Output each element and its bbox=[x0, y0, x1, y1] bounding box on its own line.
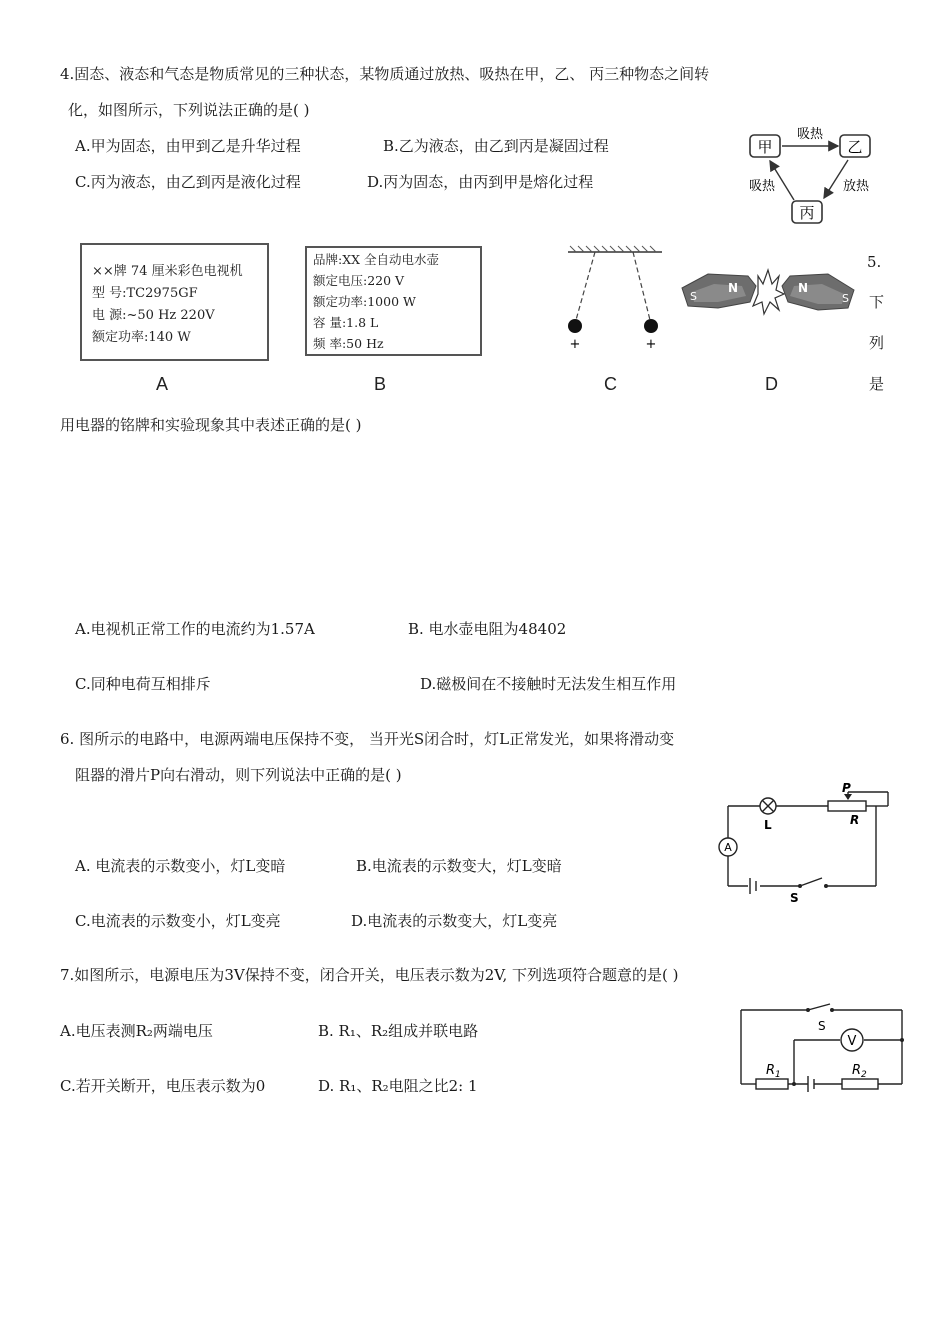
kettle-line-4: 容 量:1.8 L bbox=[313, 315, 379, 330]
tv-line-1: ××牌 74 厘米彩色电视机 bbox=[92, 264, 243, 279]
q4-stem-line1: 4.固态、液态和气态是物质常见的三种状态，某物质通过放热、吸热在甲，乙、 丙三种物态之间转 bbox=[60, 65, 710, 83]
label-absorb-left: 吸热 bbox=[748, 179, 776, 194]
q5-side-char-3: 是 bbox=[869, 375, 885, 393]
q6-stem-line1: 6. 图所示的电路中，电源两端电压保持不变， 当开光S闭合时，灯L正常发光，如果将滑动变 bbox=[60, 730, 675, 748]
pole-1: S bbox=[690, 290, 697, 303]
state-jia: 甲 bbox=[757, 138, 773, 156]
q6-option-b: B.电流表的示数变大，灯L变暗 bbox=[356, 857, 562, 875]
q4-option-a: A.甲为固态，由甲到乙是升华过程 bbox=[75, 137, 301, 155]
fig-caption-a: A bbox=[156, 374, 169, 394]
q7-option-c: C.若开关断开，电压表示数为0 bbox=[60, 1077, 266, 1095]
q6-circuit-diagram bbox=[716, 781, 896, 906]
pole-4: S bbox=[842, 292, 849, 305]
tv-line-3: 电 源:~50 Hz 220V bbox=[92, 308, 215, 323]
pole-3: N bbox=[798, 281, 809, 295]
kettle-line-2: 额定电压:220 V bbox=[313, 273, 405, 288]
state-bing: 丙 bbox=[799, 204, 815, 222]
tv-line-2: 型 号:TC2975GF bbox=[92, 286, 198, 301]
label-release-right: 放热 bbox=[842, 179, 870, 194]
q7-option-b: B. R₁、R₂组成并联电路 bbox=[318, 1022, 479, 1040]
q5-option-b: B. 电水壶电阻为48402 bbox=[408, 620, 567, 638]
r1-label: $R_1$ bbox=[766, 1063, 781, 1080]
rheostat-r-label: R bbox=[850, 813, 860, 827]
magnets-figure bbox=[678, 262, 858, 322]
q7-circuit-diagram bbox=[736, 998, 908, 1094]
q5-option-c: C.同种电荷互相排斥 bbox=[75, 675, 211, 693]
fig-caption-b: B bbox=[374, 374, 387, 394]
q7-option-a: A.电压表测R₂两端电压 bbox=[60, 1022, 213, 1040]
q5-stem: 用电器的铭牌和实验现象其中表述正确的是( ) bbox=[60, 416, 362, 434]
ammeter-label: A bbox=[724, 841, 732, 854]
kettle-line-1: 品牌:XX 全自动电水壶 bbox=[313, 252, 439, 267]
voltmeter-label: V bbox=[847, 1034, 857, 1049]
q5-number: 5. bbox=[867, 253, 882, 271]
tv-line-4: 额定功率:140 W bbox=[92, 330, 191, 345]
q5-side-char-2: 列 bbox=[869, 334, 885, 352]
charged-balls-figure bbox=[560, 244, 670, 354]
kettle-line-5: 频 率:50 Hz bbox=[313, 336, 384, 351]
charge-right: + bbox=[645, 337, 657, 352]
q5-side-char-1: 下 bbox=[869, 293, 885, 311]
r2-label: $R_2$ bbox=[852, 1063, 867, 1080]
state-yi: 乙 bbox=[847, 138, 863, 156]
q4-option-b: B.乙为液态，由乙到丙是凝固过程 bbox=[383, 137, 609, 155]
q6-option-a: A. 电流表的示数变小，灯L变暗 bbox=[75, 857, 286, 875]
fig-caption-d: D bbox=[765, 374, 778, 394]
q4-option-d: D.丙为固态，由丙到甲是熔化过程 bbox=[367, 173, 594, 191]
state-change-diagram bbox=[740, 124, 880, 230]
q7-stem: 7.如图所示，电源电压为3V保持不变，闭合开关，电压表示数为2V, 下列选项符合题意的是( ) bbox=[60, 966, 679, 984]
slider-p-label: P bbox=[842, 781, 851, 795]
q6-stem-line2: 阻器的滑片P向右滑动，则下列说法中正确的是( ) bbox=[75, 766, 402, 784]
pole-2: N bbox=[728, 281, 739, 295]
q7-switch-s-label: S bbox=[818, 1019, 826, 1033]
kettle-nameplate bbox=[305, 246, 482, 356]
label-absorb-top: 吸热 bbox=[796, 127, 824, 142]
charge-left: + bbox=[569, 337, 581, 352]
lamp-l-label: L bbox=[764, 818, 772, 832]
q4-stem-line2: 化，如图所示，下列说法正确的是( ) bbox=[68, 101, 310, 119]
q7-option-d: D. R₁、R₂电阻之比2: 1 bbox=[318, 1077, 478, 1095]
q5-option-d: D.磁极间在不接触时无法发生相互作用 bbox=[420, 675, 677, 693]
q4-option-c: C.丙为液态，由乙到丙是液化过程 bbox=[75, 173, 301, 191]
tv-nameplate bbox=[80, 243, 269, 361]
fig-caption-c: C bbox=[604, 374, 617, 394]
switch-s-label: S bbox=[790, 891, 799, 905]
q5-option-a: A.电视机正常工作的电流约为1.57A bbox=[75, 620, 315, 638]
q6-option-c: C.电流表的示数变小，灯L变亮 bbox=[75, 912, 281, 930]
q6-option-d: D.电流表的示数变大，灯L变亮 bbox=[351, 912, 558, 930]
kettle-line-3: 额定功率:1000 W bbox=[313, 294, 416, 309]
